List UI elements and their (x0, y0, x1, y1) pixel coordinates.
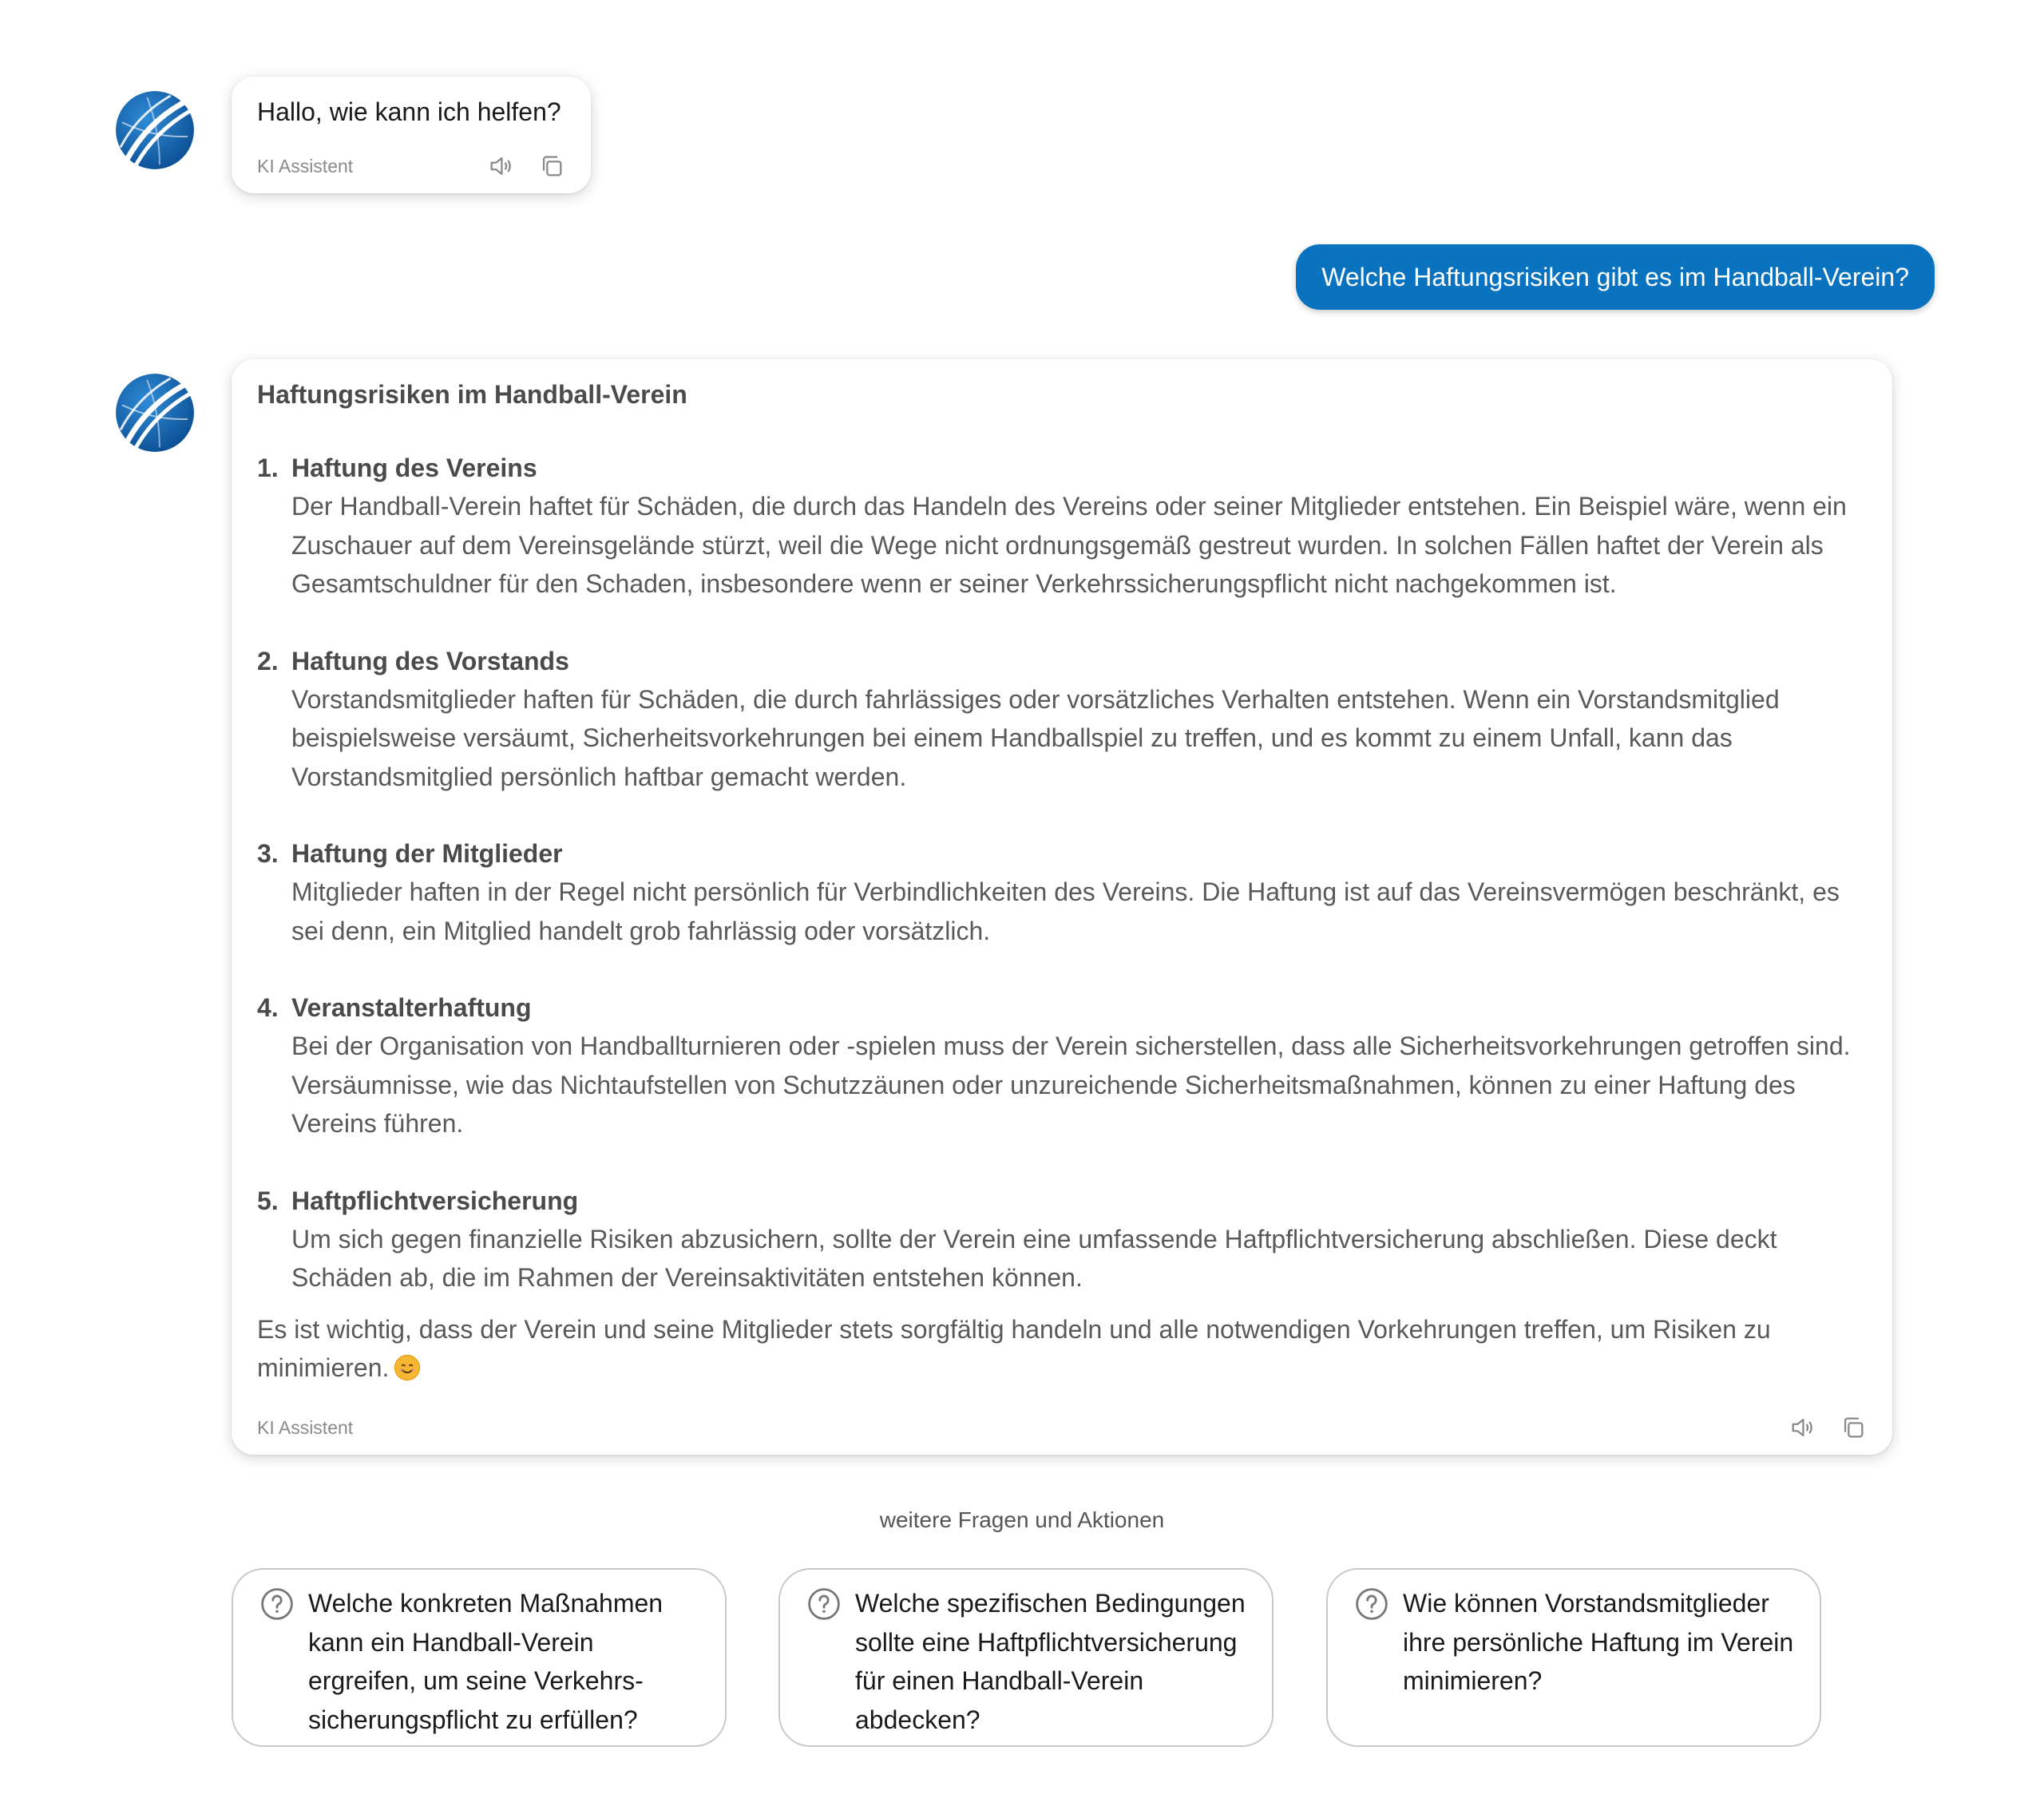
question-circle-icon (260, 1587, 294, 1621)
closing-text: Es ist wichtig, dass der Verein und seine Mitglieder stets sorgfältig handeln und alle notwendigen Vorkehrungen treffen, um Risiken zu minimieren. (257, 1314, 1771, 1382)
item-body: Bei der Organisation von Handballturnieren oder -spielen muss der Verein sicherstellen, dass alle Sicherheitsvorkehrungen getroffen sind. Versäumnisse, wie das Nichtaufstellen von Schutzzäunen oder unzureichende Sicherheitsmaßnahmen, können zu einer Haftung des Vereins führen. (291, 1032, 1851, 1138)
speaker-icon[interactable] (487, 152, 514, 180)
answer-title: Haftungsrisiken im Handball-Verein (257, 380, 687, 409)
item-number: 1. (257, 454, 279, 482)
assistant-answer-bubble (232, 359, 1892, 1455)
assistant-avatar (116, 374, 194, 452)
item-number: 2. (257, 646, 279, 675)
suggestion-text: Welche spezifischen Bedingungen sollte eine Haftpflichtversicherung für einen Handball-Verein abdecken? (855, 1589, 1246, 1734)
list-item (257, 642, 1867, 797)
item-number: 3. (257, 839, 279, 868)
message-meta (257, 152, 565, 180)
suggestion-text: Welche konkreten Maßnahmen kann ein Handball-Verein ergreifen, um seine Verkehrs-sicherungspflicht zu erfüllen? (308, 1589, 664, 1734)
smiling-face-icon (394, 1353, 421, 1392)
copy-icon[interactable] (1840, 1414, 1867, 1441)
user-message-bubble (1296, 244, 1935, 310)
copy-icon[interactable] (538, 152, 565, 180)
suggestions-heading: weitere Fragen und Aktionen (879, 1507, 1165, 1532)
item-heading: Haftung der Mitglieder (291, 839, 563, 868)
message-meta (257, 1413, 1867, 1442)
item-body: Um sich gegen finanzielle Risiken abzusichern, sollte der Verein eine umfassende Haftpflichtversicherung abschließen. Diese deckt Schäden ab, die im Rahmen der Vereinsaktivitäten entstehen können. (291, 1224, 1777, 1292)
answer-list (257, 449, 1867, 1297)
item-heading: Haftung des Vorstands (291, 646, 569, 675)
item-heading: Haftpflichtversicherung (291, 1186, 579, 1215)
list-item (257, 834, 1867, 950)
list-item (257, 449, 1867, 604)
assistant-greeting-bubble (232, 77, 591, 193)
assistant-logo-icon (116, 91, 194, 169)
assistant-logo-icon (116, 374, 194, 452)
user-message-text: Welche Haftungsrisiken gibt es im Handball-Verein? (1321, 262, 1909, 291)
list-item (257, 988, 1867, 1143)
sender-label: KI Assistent (257, 1416, 354, 1438)
sender-label: KI Assistent (257, 155, 354, 176)
greeting-text: Hallo, wie kann ich helfen? (257, 97, 561, 126)
speaker-icon[interactable] (1788, 1414, 1816, 1441)
item-body: Vorstandsmitglieder haften für Schäden, die durch fahrlässiges oder vorsätzliches Verhalten entstehen. Wenn ein Vorstandsmitglied beispielsweise versäumt, Sicherheitsvorkehrungen bei einem Handballspiel zu treffen, und es kommt zu einem Unfall, kann das Vorstandsmitglied persönlich haftbar gemacht werden. (291, 684, 1780, 791)
list-item (257, 1182, 1867, 1297)
item-number: 5. (257, 1186, 279, 1215)
question-circle-icon (1355, 1587, 1388, 1621)
item-number: 4. (257, 993, 279, 1022)
answer-closing (257, 1310, 1867, 1392)
item-body: Mitglieder haften in der Regel nicht persönlich für Verbindlichkeiten des Vereins. Die Haftung ist auf das Vereinsvermögen beschränkt, es sei denn, ein Mitglied handelt grob fahrlässig oder vorsätzlich. (291, 877, 1840, 945)
suggestion-card[interactable] (1326, 1568, 1821, 1747)
suggestion-card[interactable] (778, 1568, 1274, 1747)
suggestion-card[interactable] (232, 1568, 727, 1747)
item-body: Der Handball-Verein haftet für Schäden, die durch das Handeln des Vereins oder seiner Mitglieder entstehen. Ein Beispiel wäre, wenn ein Zuschauer auf dem Vereinsgelände stürzt, weil die Wege nicht ordnungsgemäß gestreut wurden. In solchen Fällen haftet der Verein als Gesamtschuldner für den Schaden, insbesondere wenn er seiner Verkehrssicherungspflicht nicht nachgekommen ist. (291, 492, 1847, 598)
item-heading: Veranstalterhaftung (291, 993, 532, 1022)
suggestion-text: Wie können Vorstandsmitglieder ihre persönliche Haftung im Verein minimieren? (1403, 1589, 1794, 1695)
question-circle-icon (807, 1587, 841, 1621)
item-heading: Haftung des Vereins (291, 454, 537, 482)
assistant-avatar (116, 91, 194, 169)
